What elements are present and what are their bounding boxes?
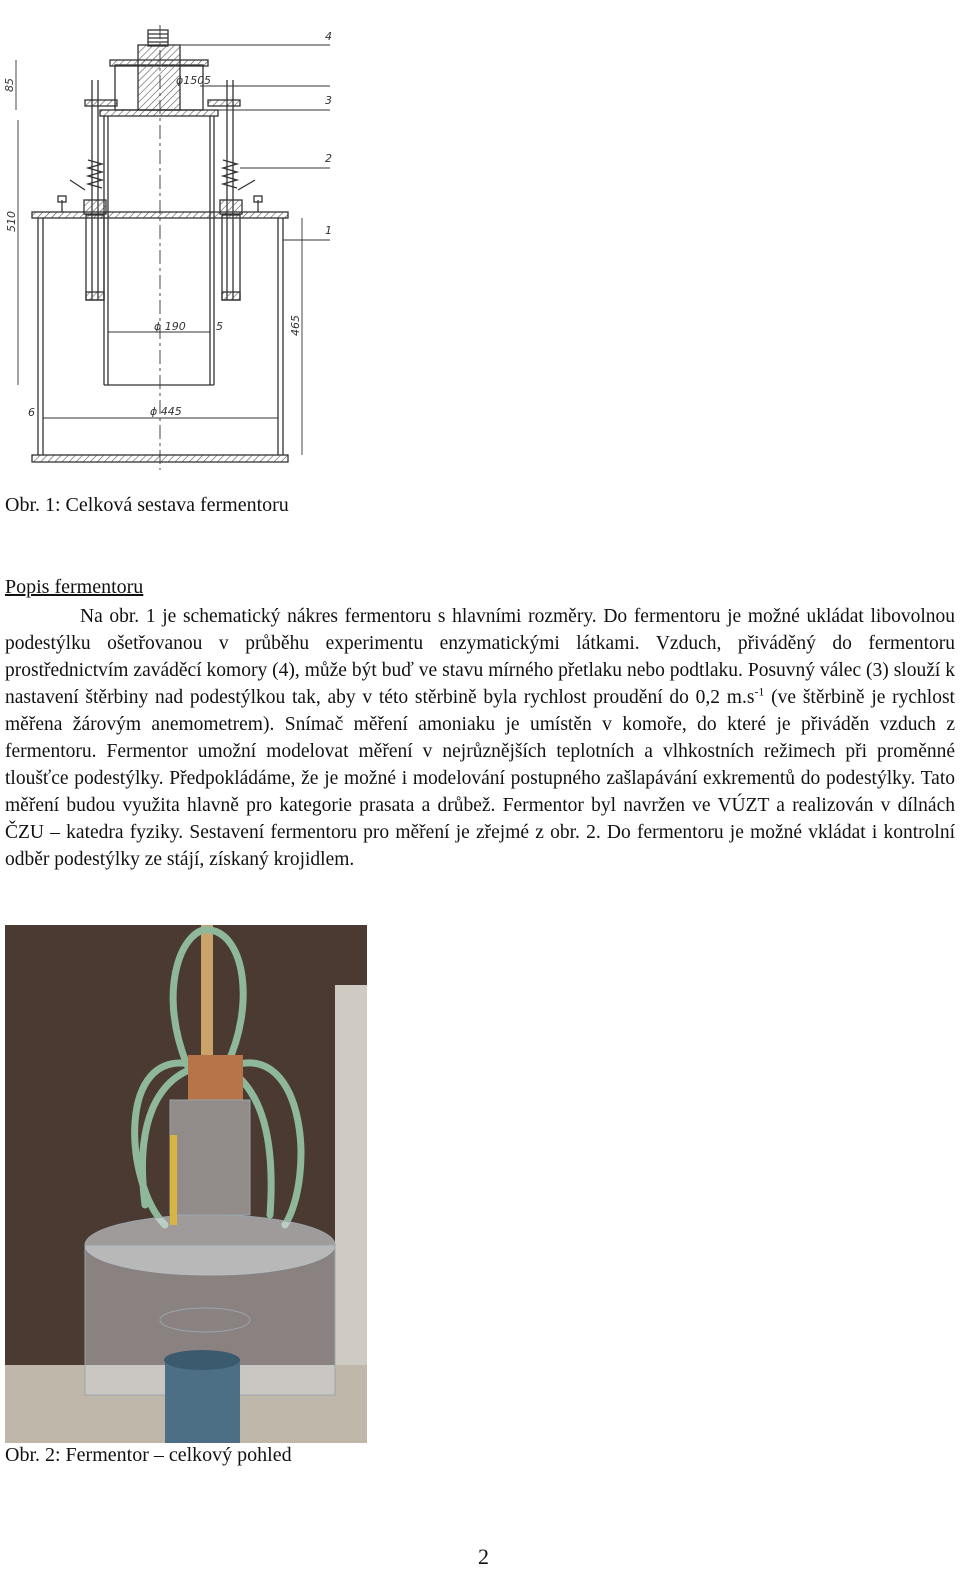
fermentor-technical-drawing (0, 20, 340, 480)
dim-t5b: 5 (216, 320, 223, 333)
section-paragraph (5, 603, 955, 873)
part-number-2: 2 (325, 152, 332, 165)
page-number: 2 (478, 1544, 489, 1569)
dim-h510: 510 (5, 211, 18, 232)
dim-t5a: 5 (204, 74, 211, 87)
unit-exponent: -1 (754, 684, 765, 699)
dim-d190: ϕ 190 (154, 320, 186, 333)
dim-h465: 465 (289, 315, 302, 336)
dim-t6: 6 (28, 406, 35, 419)
part-number-3: 3 (325, 94, 332, 107)
dim-h85: 85 (3, 78, 16, 92)
figure-2-caption: Obr. 2: Fermentor – celkový pohled (5, 1444, 292, 1466)
dim-d150: ϕ150 (176, 74, 205, 87)
section-heading: Popis fermentoru (5, 576, 144, 598)
figure-1-caption: Obr. 1: Celková sestava fermentoru (5, 494, 289, 516)
part-number-1: 1 (325, 224, 332, 237)
part-number-4: 4 (325, 30, 332, 43)
dim-d445: ϕ 445 (150, 405, 182, 418)
fermentor-photo (5, 925, 367, 1443)
paragraph-text-part2: (ve štěrbině je rychlost měřena žárovým anemometrem). Snímač měření amoniaku je umístěn v komoře, do které je přiváděn vzduch z fermentoru. Fermentor umožní modelovat měření v nejrůznějších teplotních a vlhkostních režimech při proměnné tloušťce podestýlky. Předpokládáme, že je možné i modelování postupného zašlapávání exkrementů do podestýlky. Tato měření budou využita hlavně pro kategorie prasata a drůbež. Fermentor byl navržen ve VÚZT a realizován v dílnách ČZU – katedra fyziky. Sestavení fermentoru pro měření je zřejmé z obr. 2. Do fermentoru je možné vkládat i kontrolní odběr podestýlky ze stájí, získaný krojidlem. (5, 687, 955, 870)
paragraph-text-part1: Na obr. 1 je schematický nákres fermentoru s hlavními rozměry. Do fermentoru je možné ukládat libovolnou podestýlku ošetřovanou v průběhu experimentu enzymatickými látkami. Vzduch, přiváděný do fermentoru prostřednictvím zaváděcí komory (4), může být buď ve stavu mírného přetlaku nebo podtlaku. Posuvný válec (3) slouží k nastavení štěrbiny nad podestýlkou tak, aby v této stěrbině byla rychlost proudění do 0,2 m.s (5, 606, 955, 708)
